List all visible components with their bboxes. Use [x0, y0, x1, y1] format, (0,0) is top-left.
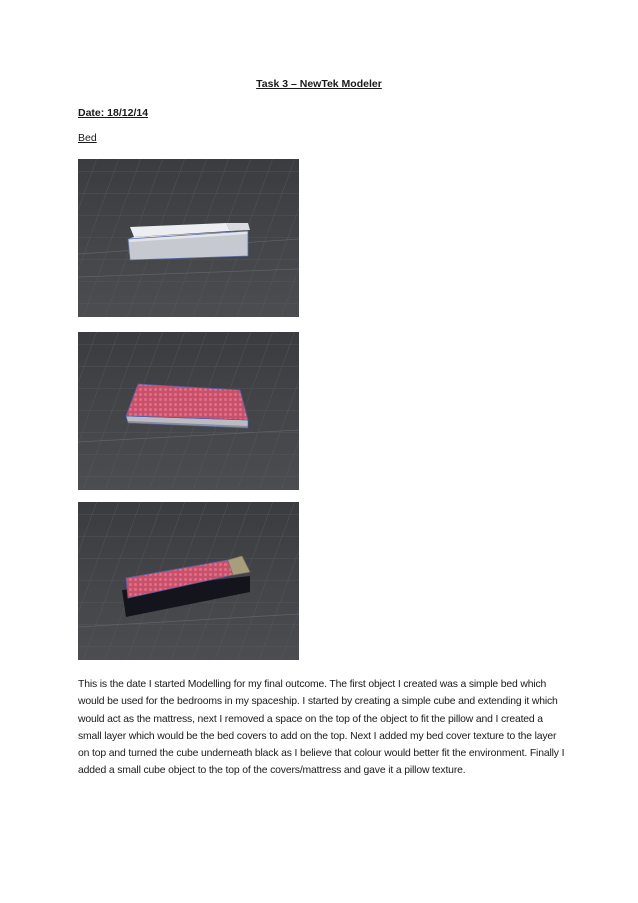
page-title: Task 3 – NewTek Modeler [256, 78, 382, 90]
modeler-screenshot-finished-bed [78, 502, 299, 660]
bed-with-cover [126, 384, 248, 428]
date-heading: Date: 18/12/14 [78, 107, 149, 119]
modeler-screenshot-bed-cover [78, 332, 299, 490]
bed-mattress [128, 223, 250, 260]
section-heading-bed: Bed [78, 132, 97, 144]
description-paragraph: This is the date I started Modelling for my final outcome. The first object I created was a simple bed which would be used for the bedrooms in my spaceship. I started by creating a simple cube and extending it which would act as the mattress, next I removed a space on the top of the object to fit the pillow and I created a small layer which would be the bed covers to add on the top. Next I added my bed cover texture to the layer on top and turned the cube underneath black as I believe that colour would better fit the environment. Finally I added a small cube object to the top of the covers/mattress and gave it a pillow texture. [78, 679, 565, 777]
modeler-screenshot-plain-bed [78, 159, 299, 317]
